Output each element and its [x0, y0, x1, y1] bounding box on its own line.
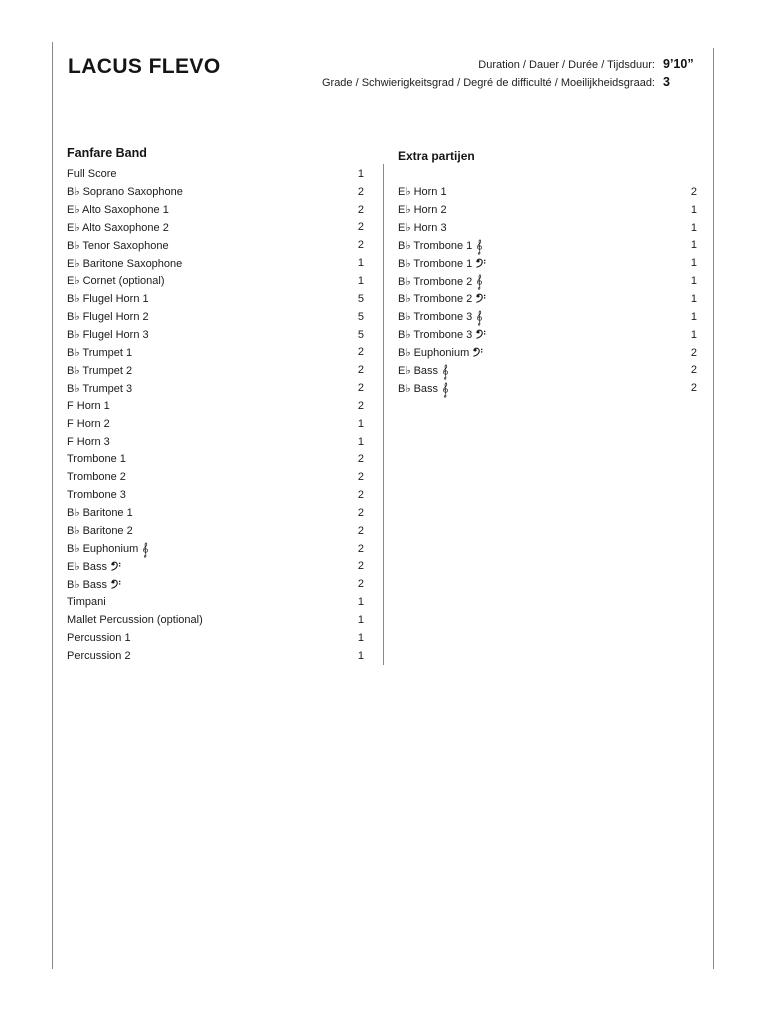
- instrument-name-wrap: [67, 632, 131, 644]
- instrument-name: Percussion 2: [67, 649, 131, 662]
- instrument-name: Timpani: [67, 596, 106, 609]
- instrument-row: [398, 272, 697, 290]
- instrument-name-wrap: [398, 328, 487, 341]
- clef-slot: [107, 580, 122, 589]
- part-count: 2: [357, 346, 364, 359]
- instrument-row: [398, 290, 697, 308]
- instrument-name-wrap: [67, 257, 182, 270]
- instrument-name-wrap: [398, 363, 449, 378]
- part-count: 1: [357, 435, 364, 448]
- instrument-row: [67, 397, 364, 415]
- instrument-name-wrap: [398, 257, 487, 270]
- instrument-name-wrap: [67, 310, 149, 323]
- instrument-name: F Horn 2: [67, 417, 110, 430]
- clef-slot: [472, 309, 483, 324]
- instrument-row: [67, 451, 364, 469]
- instrument-name-wrap: [67, 346, 132, 359]
- grade-label: Grade / Schwierigkeitsgrad / Degré de difficulté / Moeilijkheidsgraad:: [321, 76, 655, 89]
- instrument-row: [398, 344, 697, 362]
- duration-label: Duration / Dauer / Durée / Tijdsduur:: [478, 59, 655, 71]
- part-count: 2: [357, 239, 364, 252]
- part-count: 1: [690, 257, 697, 270]
- part-count: 5: [357, 310, 364, 323]
- instrument-name-wrap: [67, 578, 122, 591]
- part-count: 1: [357, 631, 364, 644]
- instrument-name-wrap: [67, 560, 122, 573]
- instrument-name: B♭ Soprano Saxophone: [67, 186, 183, 199]
- clef-slot: [107, 562, 122, 571]
- instrument-name: B♭ Trombone 1: [398, 239, 473, 252]
- instrument-name-wrap: [67, 524, 133, 537]
- instrument-name-wrap: [67, 453, 126, 465]
- part-count: 2: [357, 489, 364, 502]
- instrument-row: [67, 433, 364, 451]
- instrument-row: [67, 629, 364, 647]
- instrument-row: [67, 468, 364, 486]
- instrument-row: [398, 308, 697, 326]
- part-count: 1: [357, 649, 364, 662]
- instrument-row: [67, 593, 364, 611]
- part-count: 1: [690, 203, 697, 216]
- grade-row: [322, 75, 709, 93]
- instrument-name-wrap: [398, 273, 483, 288]
- instrument-name-wrap: [67, 614, 203, 626]
- part-count: 2: [690, 346, 697, 359]
- part-count: 2: [357, 524, 364, 537]
- instrument-name-wrap: [67, 400, 110, 412]
- bass-clef-icon: [476, 330, 487, 339]
- instrument-row: [67, 575, 364, 593]
- clef-slot: [438, 381, 449, 396]
- extra-parts-list: [398, 183, 697, 397]
- instrument-name: B♭ Euphonium: [67, 543, 139, 556]
- instrument-name-wrap: [398, 309, 483, 324]
- instrument-name-wrap: [67, 203, 169, 216]
- instrument-name: B♭ Tenor Saxophone: [67, 239, 169, 252]
- instrument-name: B♭ Trombone 1: [398, 257, 473, 270]
- instrument-row: [67, 522, 364, 540]
- instrument-name-wrap: [398, 238, 483, 253]
- fanfare-band-header: Fanfare Band: [67, 146, 147, 160]
- instrument-name: B♭ Flugel Horn 1: [67, 293, 149, 306]
- instrument-row: [398, 361, 697, 379]
- instrument-row: [67, 326, 364, 344]
- treble-clef-icon: [442, 382, 449, 397]
- duration-value: 9’10”: [663, 57, 694, 71]
- instrument-name: F Horn 3: [67, 435, 110, 448]
- part-count: 2: [357, 221, 364, 234]
- part-count: 2: [357, 203, 364, 216]
- instrument-name: E♭ Alto Saxophone 2: [67, 221, 169, 234]
- part-count: 2: [357, 382, 364, 395]
- instrument-name: B♭ Baritone 1: [67, 507, 133, 520]
- clef-slot: [472, 259, 487, 268]
- instrument-name: B♭ Trumpet 3: [67, 382, 133, 395]
- instrument-row: [398, 183, 697, 201]
- instrument-name-wrap: [67, 541, 149, 556]
- instrument-row: [67, 201, 364, 219]
- instrument-name: E♭ Cornet (optional): [67, 275, 165, 288]
- instrument-name-wrap: [67, 185, 183, 198]
- clef-slot: [472, 273, 483, 288]
- part-count: 2: [357, 399, 364, 412]
- instrument-name: Percussion 1: [67, 631, 131, 644]
- clef-slot: [472, 330, 487, 339]
- part-count: 1: [357, 417, 364, 430]
- instrument-name-wrap: [67, 364, 132, 377]
- instrument-name: B♭ Trombone 3: [398, 311, 473, 324]
- part-count: 2: [357, 471, 364, 484]
- instrument-row: [398, 237, 697, 255]
- instrument-name-wrap: [398, 346, 484, 359]
- instrument-name: Mallet Percussion (optional): [67, 614, 203, 627]
- instrument-name-wrap: [398, 203, 447, 216]
- instrument-row: [67, 183, 364, 201]
- part-count: 1: [690, 239, 697, 252]
- part-count: 5: [357, 328, 364, 341]
- instrument-name: E♭ Horn 3: [398, 222, 447, 235]
- instrument-name: B♭ Bass: [67, 578, 108, 591]
- instrument-name: E♭ Bass: [398, 364, 439, 377]
- instrument-name-wrap: [398, 381, 449, 396]
- part-count: 1: [357, 614, 364, 627]
- treble-clef-icon: [476, 311, 483, 326]
- instrument-name-wrap: [398, 292, 487, 305]
- instrument-name-wrap: [67, 650, 131, 662]
- instrument-name: Trombone 1: [67, 453, 126, 466]
- instrument-name-wrap: [67, 274, 165, 287]
- instrument-name-wrap: [398, 185, 447, 198]
- meta-block: [322, 57, 709, 92]
- part-count: 2: [690, 382, 697, 395]
- instrument-name-wrap: [67, 489, 126, 501]
- instrument-name-wrap: [67, 506, 133, 519]
- instrument-name: E♭ Horn 1: [398, 186, 447, 199]
- instrument-name: E♭ Baritone Saxophone: [67, 257, 183, 270]
- instrument-name: B♭ Flugel Horn 2: [67, 311, 149, 324]
- bass-clef-icon: [476, 294, 487, 303]
- left-margin-rule: [52, 42, 53, 969]
- right-margin-rule: [713, 48, 714, 969]
- extra-parts-header: Extra partijen: [398, 149, 475, 163]
- treble-clef-icon: [142, 542, 149, 557]
- instrument-row: [67, 343, 364, 361]
- instrument-row: [67, 486, 364, 504]
- instrument-name: B♭ Flugel Horn 3: [67, 329, 149, 342]
- instrument-name: Full Score: [67, 167, 117, 180]
- instrument-name: Trombone 2: [67, 471, 126, 484]
- bass-clef-icon: [111, 561, 122, 570]
- instrument-row: [67, 165, 364, 183]
- instrument-row: [67, 219, 364, 237]
- instrument-name: B♭ Trumpet 2: [67, 364, 133, 377]
- bass-clef-icon: [476, 258, 487, 267]
- part-count: 1: [357, 274, 364, 287]
- part-count: 2: [357, 364, 364, 377]
- part-count: 1: [357, 257, 364, 270]
- treble-clef-icon: [476, 239, 483, 254]
- instrument-row: [67, 558, 364, 576]
- instrument-name: B♭ Trombone 2: [398, 275, 473, 288]
- part-count: 1: [690, 292, 697, 305]
- part-count: 1: [690, 310, 697, 323]
- clef-slot: [472, 294, 487, 303]
- instrument-row: [67, 415, 364, 433]
- instrument-row: [67, 647, 364, 665]
- instrument-row: [67, 290, 364, 308]
- part-count: 2: [357, 578, 364, 591]
- clef-slot: [469, 348, 484, 357]
- instrument-name-wrap: [398, 221, 447, 234]
- part-count: 1: [690, 328, 697, 341]
- instrument-name-wrap: [67, 596, 106, 608]
- treble-clef-icon: [442, 364, 449, 379]
- instrument-name-wrap: [67, 382, 132, 395]
- instrument-name: B♭ Baritone 2: [67, 525, 133, 538]
- part-count: 1: [357, 596, 364, 609]
- treble-clef-icon: [476, 275, 483, 290]
- instrument-row: [67, 611, 364, 629]
- instrument-row: [398, 379, 697, 397]
- instrument-name: B♭ Trumpet 1: [67, 346, 133, 359]
- part-count: 2: [690, 364, 697, 377]
- instrument-row: [398, 219, 697, 237]
- instrument-name-wrap: [67, 418, 110, 430]
- part-count: 1: [690, 275, 697, 288]
- instrument-name: E♭ Horn 2: [398, 204, 447, 217]
- page-title: LACUS FLEVO: [68, 55, 221, 78]
- column-divider-rule: [383, 164, 384, 665]
- instrument-name-wrap: [67, 168, 117, 180]
- part-count: 2: [690, 185, 697, 198]
- instrument-row: [67, 272, 364, 290]
- grade-value: 3: [663, 74, 670, 89]
- duration-row: [322, 57, 709, 75]
- instrument-name: B♭ Trombone 2: [398, 293, 473, 306]
- part-count: 2: [357, 453, 364, 466]
- clef-slot: [472, 238, 483, 253]
- instrument-name: B♭ Bass: [398, 382, 439, 395]
- instrument-name-wrap: [67, 292, 149, 305]
- instrument-name: B♭ Trombone 3: [398, 329, 473, 342]
- fanfare-band-list: [67, 165, 364, 665]
- part-count: 1: [357, 167, 364, 180]
- instrument-row: [67, 361, 364, 379]
- instrument-row: [67, 504, 364, 522]
- instrument-name: F Horn 1: [67, 399, 110, 412]
- instrument-name: E♭ Alto Saxophone 1: [67, 204, 169, 217]
- instrument-name: E♭ Bass: [67, 560, 108, 573]
- instrument-name: B♭ Euphonium: [398, 347, 470, 360]
- part-count: 2: [357, 506, 364, 519]
- clef-slot: [138, 541, 149, 556]
- instrument-row: [67, 308, 364, 326]
- part-count: 2: [357, 185, 364, 198]
- instrument-row: [67, 254, 364, 272]
- bass-clef-icon: [111, 579, 122, 588]
- instrument-name-wrap: [67, 436, 110, 448]
- instrument-name-wrap: [67, 471, 126, 483]
- instrument-row: [398, 201, 697, 219]
- instrument-row: [67, 379, 364, 397]
- clef-slot: [438, 363, 449, 378]
- instrument-row: [398, 254, 697, 272]
- instrument-name-wrap: [67, 239, 169, 252]
- part-count: 5: [357, 292, 364, 305]
- instrument-name-wrap: [67, 221, 169, 234]
- instrument-row: [67, 236, 364, 254]
- part-count: 2: [357, 560, 364, 573]
- instrument-name-wrap: [67, 328, 149, 341]
- instrument-row: [67, 540, 364, 558]
- part-count: 1: [690, 221, 697, 234]
- instrument-row: [398, 326, 697, 344]
- instrument-name: Trombone 3: [67, 489, 126, 502]
- part-count: 2: [357, 542, 364, 555]
- bass-clef-icon: [473, 348, 484, 357]
